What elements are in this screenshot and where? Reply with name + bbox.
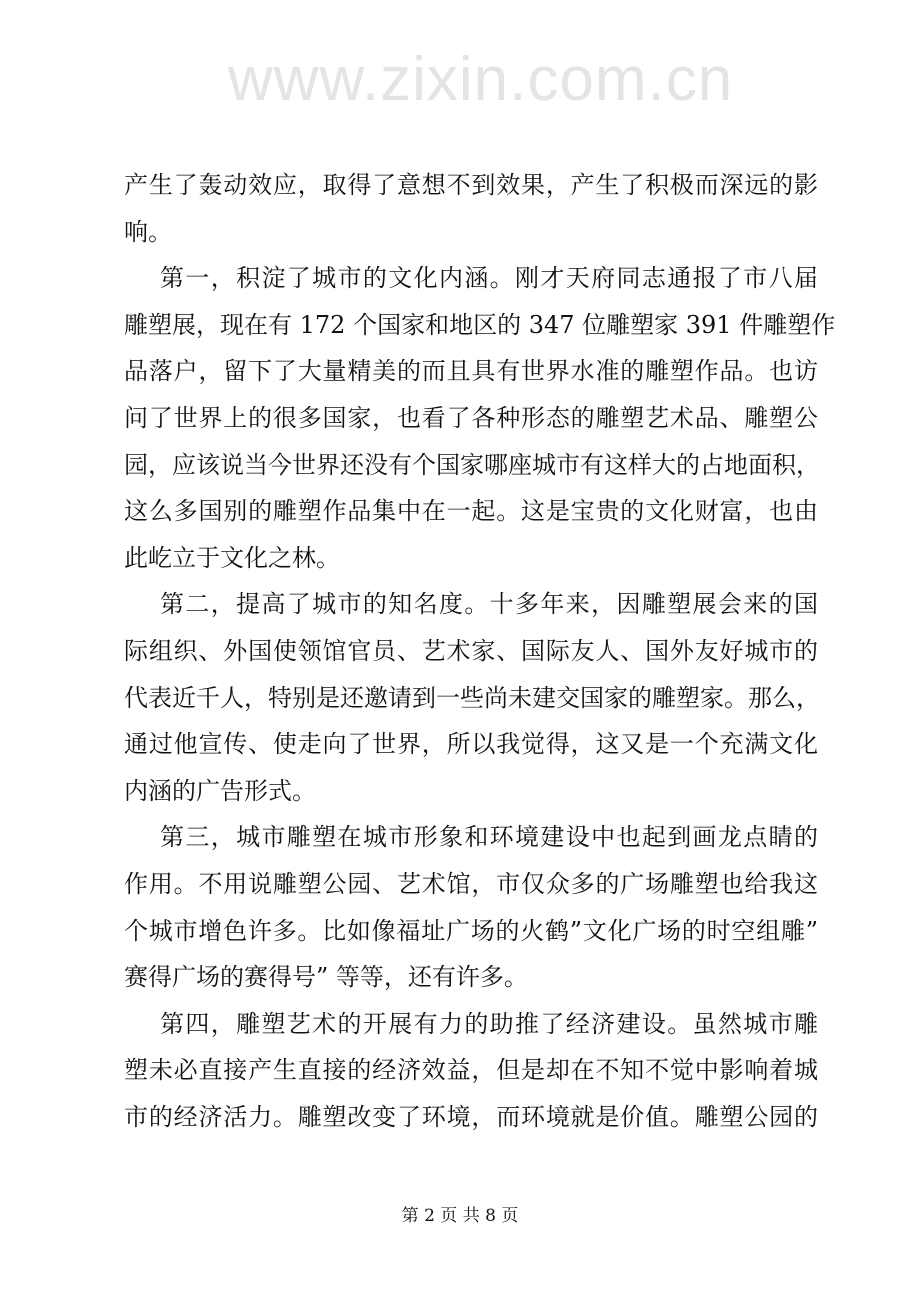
- text-line: 际组织、外国使领馆官员、艺术家、国际友人、国外友好城市的: [124, 636, 818, 665]
- text-line: 塑未必直接产生直接的经济效益，但是却在不知不觉中影响着城: [124, 1056, 818, 1085]
- text-line: 第三，城市雕塑在城市形象和环境建设中也起到画龙点睛的: [160, 823, 818, 852]
- text-line: 市的经济活力。雕塑改变了环境，而环境就是价值。雕塑公园的: [124, 1102, 818, 1131]
- text-line: 第一，积淀了城市的文化内涵。刚才天府同志通报了市八届: [160, 264, 818, 293]
- text-line: 内涵的广告形式。: [124, 776, 316, 805]
- text-line: 赛得广场的赛得号” 等等，还有许多。: [124, 963, 528, 992]
- text-line: 园，应该说当今世界还没有个国家哪座城市有这样大的占地面积，: [124, 450, 820, 479]
- text-line: 雕塑展，现在有 172 个国家和地区的 347 位雕塑家 391 件雕塑作: [124, 310, 836, 339]
- text-line: 问了世界上的很多国家，也看了各种形态的雕塑艺术品、雕塑公: [124, 403, 818, 432]
- text-line: 通过他宣传、使走向了世界，所以我觉得，这又是一个充满文化: [124, 730, 818, 759]
- text-line: 代表近千人，特别是还邀请到一些尚未建交国家的雕塑家。那么，: [124, 683, 820, 712]
- page-footer: 第 2 页 共 8 页: [401, 1206, 519, 1226]
- watermark: www.zixin.com.cn: [228, 45, 734, 114]
- text-line: 第二，提高了城市的知名度。十多年来，因雕塑展会来的国: [160, 590, 818, 619]
- text-line: 响。: [124, 217, 172, 246]
- text-line: 个城市增色许多。比如像福址广场的火鹤”文化广场的时空组雕”: [124, 916, 818, 945]
- document-body: [124, 162, 836, 1140]
- text-line: 此屹立于文化之林。: [124, 543, 340, 572]
- text-line: 品落户，留下了大量精美的而且具有世界水准的雕塑作品。也访: [124, 357, 818, 386]
- text-line: 第四，雕塑艺术的开展有力的助推了经济建设。虽然城市雕: [160, 1009, 818, 1038]
- text-line: 这么多国别的雕塑作品集中在一起。这是宝贵的文化财富，也由: [124, 497, 818, 526]
- text-line: 作用。不用说雕塑公园、艺术馆，市仅众多的广场雕塑也给我这: [124, 869, 818, 898]
- text-line: 产生了轰动效应，取得了意想不到效果，产生了积极而深远的影: [124, 171, 818, 199]
